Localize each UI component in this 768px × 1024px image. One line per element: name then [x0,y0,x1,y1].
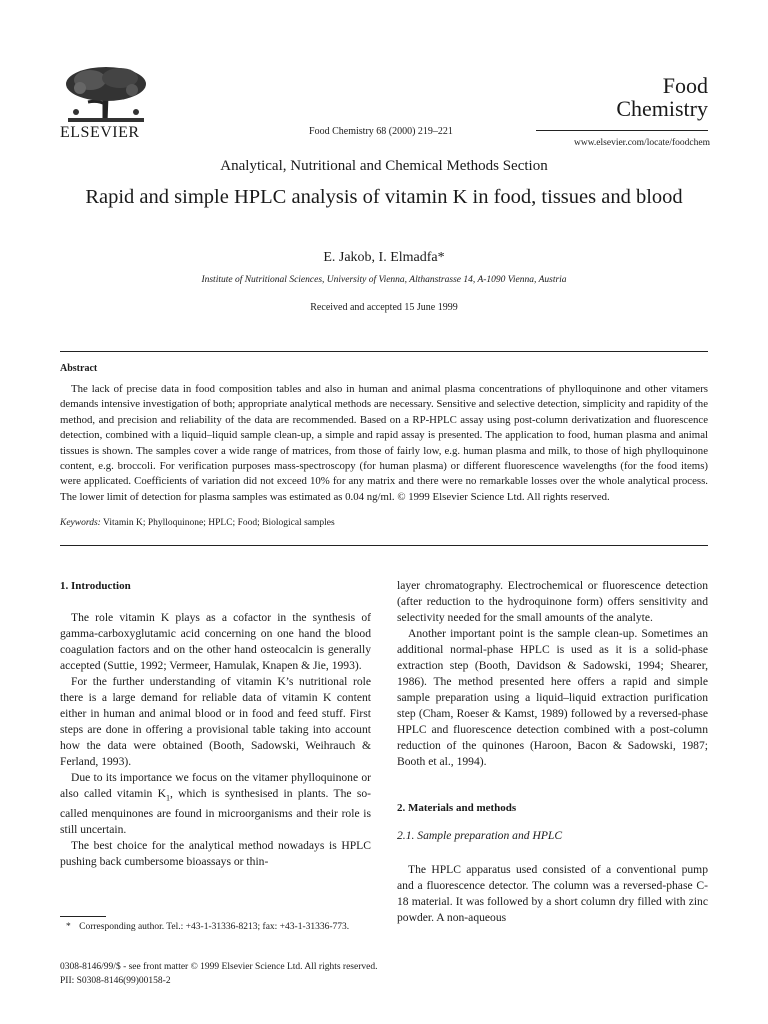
abstract-bottom-divider [60,545,708,546]
left-column [60,578,371,870]
journal-title-line1: Food [662,73,708,98]
corresponding-author-footnote [60,920,371,934]
received-date: Received and accepted 15 June 1999 [310,302,458,313]
abstract-top-divider [60,351,708,352]
footnote-divider [60,916,106,917]
journal-title-line2: Chemistry [616,96,708,121]
author-affiliation: Institute of Nutritional Sciences, University of Vienna, Althanstrasse 14, A-1090 Vienna, Austria [201,275,567,285]
intro-p3-part-a: Due to its importance we focus on the vitamer phylloquinone or also called vitamin K [60,771,371,800]
abstract-body: The lack of precise data in food composition tables and also in human and animal plasma concentrations of phylloquinone and other vitamers demands intensive investigation of both; appropriate analytical methods are necessary. Sensitive and selective detection, simplicity and rapidity of the method, and precision and reliability of the data are recommended. Based on a RP-HPLC assay using post-column derivatization and fluorescence detection, combined with a liquid–liquid sample clean-up, a simple and rapid assay is presented. The application to food, human plasma and animal tissues is shown. The samples cover a wide range of matrices, from those of fairly low, e.g. human plasma and milk, to those of high phylloquinone content, e.g. broccoli. For verification purposes mass-spectroscopy (for human plasma) or different fluorescence wavelengths (for the food items) were applicated. Coefficients of variation did not exceed 10% for any matrix and there were no remarkable losses over the whole analytical process. The lower limit of detection for plasma samples was estimated as 0.04 ng/ml. © 1999 Elsevier Science Ltd. All rights reserved. [60,383,708,503]
right-paragraph-1: layer chromatography. Electrochemical or fluorescence detection (after reduction to the hydroquinone form) offers sensitivity and selectivity needed for the small amounts of the analyte. [397,579,708,624]
pii-line: PII: S0308-8146(99)00158-2 [60,976,171,986]
journal-url[interactable]: www.elsevier.com/locate/foodchem [573,138,710,148]
article-title: Rapid and simple HPLC analysis of vitamin K in food, tissues and blood [85,186,683,208]
article-authors: E. Jakob, I. Elmadfa* [323,250,445,265]
section-label: Analytical, Nutritional and Chemical Methods Section [220,158,548,174]
keywords [60,518,708,528]
header-divider [536,130,708,131]
intro-paragraph-1: The role vitamin K plays as a cofactor in the synthesis of gamma-carboxyglutamic acid concerning on one hand the blood coagulation factors and on the other hand osteocalcin is generally accepted (Suttie, 1992; Vermeer, Hamulak, Knapen & Jie, 1993). [60,611,371,672]
right-paragraph-2: Another important point is the sample clean-up. Sometimes an additional normal-phase HPLC is used as it is a solid-phase extraction step (Booth, Davidson & Sadowski, 1994; Shearer, 1986). The method presented here offers a rapid and simple sample preparation using a liquid–liquid extraction purification step (Cham, Roeser & Kamst, 1989) followed by a reversed-phase HPLC and fluorescence detection combined with a post-column reduction of the quinones (Haroon, Bacon & Sadowski, 1987; Booth et al., 1994). [397,627,708,768]
intro-p3-part-b: , which is synthesised in plants. The so-called menquinones are found in microorganisms and their role is still uncertain. [60,787,371,837]
methods-paragraph-1: The HPLC apparatus used consisted of a conventional pump and a fluorescence detector. The column was a reversed-phase C-18 material. It was followed by a short column dry filled with zinc powder. A non-aqueous [397,863,708,924]
keywords-label: Keywords: [60,518,101,528]
abstract-heading: Abstract [60,363,98,374]
footnote-text: Corresponding author. Tel.: +43-1-31336-8213; fax: +43-1-31336-773. [79,922,350,932]
right-column [397,578,708,926]
publisher-name: ELSEVIER [60,124,140,141]
journal-title [580,74,708,120]
copyright-line: 0308-8146/99/$ - see front matter © 1999 Elsevier Science Ltd. All rights reserved. [60,962,378,972]
intro-paragraph-4: The best choice for the analytical method nowadays is HPLC pushing back cumbersome bioassays or thin- [60,839,371,869]
intro-paragraph-2: For the further understanding of vitamin K’s nutritional role there is a large demand for reliable data of vitamin K content either in human and animal blood or in food and feed stuff. First steps are done in offering a provisional table taking into account how the data were obtained (Booth, Sadowski, Weihrauch & Ferland, 1993). [60,675,371,768]
methods-subheading: 2.1. Sample preparation and HPLC [397,829,563,842]
elsevier-tree-icon [60,64,152,124]
intro-p3-subscript: 1 [166,793,170,803]
copyright-block [60,960,480,988]
keywords-list: Vitamin K; Phylloquinone; HPLC; Food; Biological samples [103,518,335,528]
methods-heading: 2. Materials and methods [397,802,517,814]
journal-citation: Food Chemistry 68 (2000) 219–221 [309,126,453,137]
footnote-marker: * [66,922,71,932]
intro-paragraph-3 [60,770,371,838]
introduction-heading: 1. Introduction [60,580,131,592]
